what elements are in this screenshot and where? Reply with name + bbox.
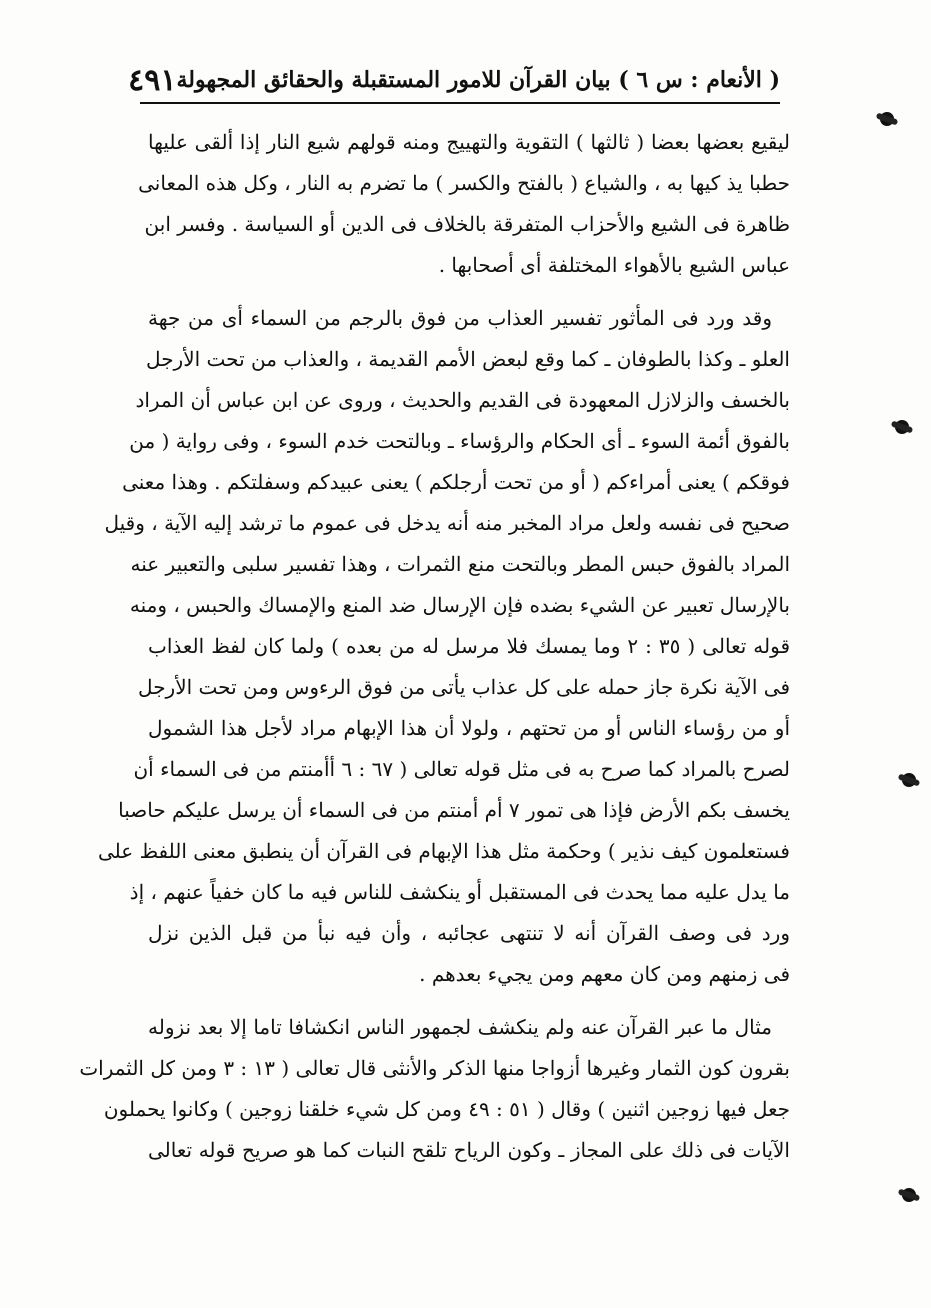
text-line: العلو ـ وكذا بالطوفان ـ كما وقع لبعض الأمم القديمة ، والعذاب من تحت الأرجل: [146, 347, 790, 371]
page-header: [128, 58, 780, 104]
scan-speck: [902, 1188, 916, 1202]
scan-speck: [880, 112, 894, 126]
paragraph: [97, 298, 791, 995]
text-line: ما يدل عليه مما يحدث فى المستقبل أو ينكشف للناس فيه ما كان خفياً عنهم ، إذ: [129, 880, 790, 904]
text-line: فى زمنهم ومن كان معهم ومن يجيء بعدهم .: [419, 962, 790, 986]
page-number: ٤٩١: [128, 62, 177, 98]
text-line: وقد ورد فى المأثور تفسير العذاب من فوق بالرجم من السماء أى من جهة: [148, 306, 772, 330]
text-line: قوله تعالى ( ٣٥ : ٢ وما يمسك فلا مرسل له من بعده ) ولما كان لفظ العذاب: [148, 634, 791, 658]
text-line: فستعلمون كيف نذير ) وحكمة مثل هذا الإبهام فى القرآن أن ينطبق معنى اللفظ على: [97, 839, 790, 863]
text-line: فوقكم ) يعنى أمراءكم ( أو من تحت أرجلكم ) يعنى عبيدكم وسفلتكم . وهذا معنى: [122, 470, 790, 494]
scan-speck: [895, 420, 909, 434]
text-line: حطبا يذ كيها به ، والشياع ( بالفتح والكسر ) ما تضرم به النار ، وكل هذه المعانى: [138, 171, 790, 195]
text-line: أو من رؤساء الناس أو من تحتهم ، ولولا أن هذا الإبهام مراد لأجل هذا الشمول: [148, 716, 790, 740]
text-line: فى الآية نكرة جاز حمله على كل عذاب يأتى من فوق الرءوس ومن تحت الأرجل: [138, 675, 790, 699]
text-line: مثال ما عبر القرآن عنه ولم ينكشف لجمهور الناس انكشافا تاما إلا بعد نزوله: [148, 1015, 772, 1039]
body-text: [79, 122, 791, 1171]
text-line: لصرح بالمراد كما صرح به فى مثل قوله تعالى ( ٦٧ : ٦ أأمنتم من فى السماء أن: [133, 757, 790, 781]
text-line: بالفوق أئمة السوء ـ أى الحكام والرؤساء ـ وبالتحت خدم السوء ، وفى رواية ( من: [129, 429, 790, 453]
paragraph: [138, 122, 790, 286]
paragraph: [79, 1007, 790, 1171]
text-line: بالإرسال تعبير عن الشيء بضده فإن الإرسال ضد المنع والإمساك والحبس ، ومنه: [129, 593, 790, 617]
text-line: صحيح فى نفسه ولعل مراد المخبر منه أنه يدخل فى عموم ما ترشد إليه الآية ، وقيل: [104, 511, 790, 535]
running-title: ( الأنعام : س ٦ ) بيان القرآن للامور المستقبلة والحقائق المجهولة: [176, 67, 780, 93]
text-line: الآيات فى ذلك على المجاز ـ وكون الرياح تلقح النبات كما هو صريح قوله تعالى: [148, 1138, 790, 1162]
text-line: ظاهرة فى الشيع والأحزاب المتفرقة بالخلاف فى الدين أو السياسة . وفسر ابن: [144, 212, 790, 236]
text-line: بقرون كون الثمار وغيرها أزواجا منها الذكر والأنثى قال تعالى ( ١٣ : ٣ ومن كل الثمرات: [79, 1056, 790, 1080]
text-line: ليقيع بعضها بعضا ( ثالثها ) التقوية والتهييج ومنه قولهم شيع النار إذا ألقى عليها: [148, 130, 790, 154]
text-line: ورد فى وصف القرآن أنه لا تنتهى عجائبه ، وأن فيه نبأ من قبل الذين نزل: [148, 921, 790, 945]
text-line: جعل فيها زوجين اثنين ) وقال ( ٥١ : ٤٩ ومن كل شيء خلقنا زوجين ) وكانوا يحملون: [103, 1097, 790, 1121]
text-line: يخسف بكم الأرض فإذا هى تمور ٧ أم أمنتم من فى السماء أن يرسل عليكم حاصبا: [118, 798, 790, 822]
text-line: المراد بالفوق حبس المطر وبالتحت منع الثمرات ، وهذا تفسير سلبى والتعبير عنه: [130, 552, 790, 576]
text-line: عباس الشيع بالأهواء المختلفة أى أصحابها .: [438, 253, 790, 277]
scan-speck: [902, 773, 916, 787]
text-line: بالخسف والزلازل المعهودة فى القديم والحديث ، وروى عن ابن عباس أن المراد: [135, 388, 790, 412]
